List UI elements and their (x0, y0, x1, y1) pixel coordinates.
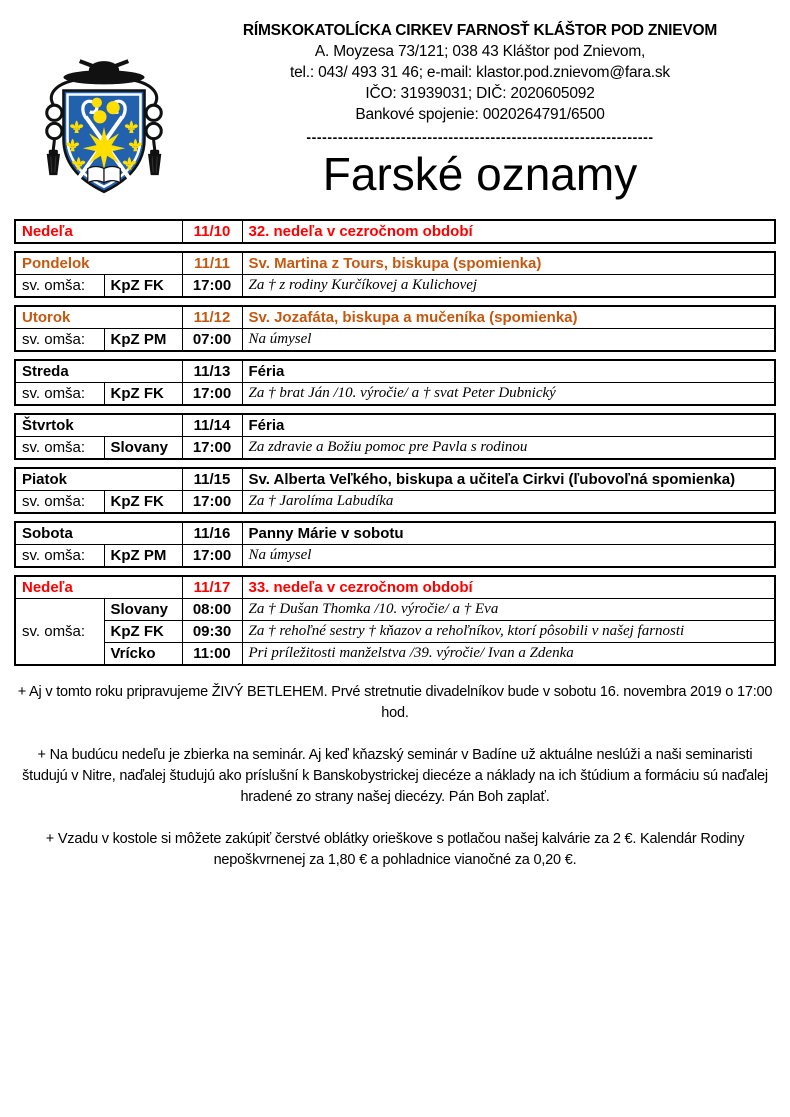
parish-coat-of-arms-icon (33, 54, 175, 206)
mass-label: sv. omša: (15, 275, 104, 298)
schedule (14, 219, 776, 666)
mass-row (15, 599, 775, 621)
mass-label: sv. omša: (15, 383, 104, 406)
mass-time: 17:00 (182, 275, 242, 298)
mass-row (15, 329, 775, 352)
mass-place: KpZ FK (104, 491, 182, 514)
day-name: Nedeľa (15, 220, 182, 243)
day-name: Utorok (15, 306, 182, 329)
day-header-row (15, 522, 775, 545)
day-header-row (15, 468, 775, 491)
day-date: 11/11 (182, 252, 242, 275)
mass-time: 07:00 (182, 329, 242, 352)
mass-place: KpZ FK (104, 621, 182, 643)
day-liturgical-title: Sv. Jozafáta, biskupa a mučeníka (spomienka) (242, 306, 775, 329)
day-liturgical-title: 33. nedeľa v cezročnom období (242, 576, 775, 599)
mass-intention: Za zdravie a Božiu pomoc pre Pavla s rodinou (242, 437, 775, 460)
mass-row (15, 643, 775, 666)
mass-place: Slovany (104, 437, 182, 460)
schedule-block (14, 521, 776, 568)
day-name: Pondelok (15, 252, 182, 275)
mass-intention: Na úmysel (242, 545, 775, 568)
organization-name: RÍMSKOKATOLÍCKA CIRKEV FARNOSŤ KLÁŠTOR POD ZNIEVOM (242, 22, 718, 39)
day-liturgical-title: Sv. Alberta Veľkého, biskupa a učiteľa Cirkvi (ľubovoľná spomienka) (242, 468, 775, 491)
mass-intention: Za † rehoľné sestry † kňazov a rehoľníkov, ktorí pôsobili v našej farnosti (242, 621, 775, 643)
day-date: 11/13 (182, 360, 242, 383)
mass-row (15, 275, 775, 298)
mass-intention: Pri príležitosti manželstva /39. výročie/ Ivan a Zdenka (242, 643, 775, 666)
mass-row (15, 545, 775, 568)
day-name: Štvrtok (15, 414, 182, 437)
mass-time: 17:00 (182, 545, 242, 568)
day-date: 11/14 (182, 414, 242, 437)
day-date: 11/17 (182, 576, 242, 599)
day-header-row (15, 576, 775, 599)
day-liturgical-title: 32. nedeľa v cezročnom období (242, 220, 775, 243)
day-liturgical-title: Féria (242, 414, 775, 437)
day-liturgical-title: Féria (242, 360, 775, 383)
schedule-block (14, 251, 776, 298)
mass-intention: Za † Jarolíma Labudíka (242, 491, 775, 514)
day-name: Sobota (15, 522, 182, 545)
schedule-block (14, 359, 776, 406)
day-liturgical-title: Sv. Martina z Tours, biskupa (spomienka) (242, 252, 775, 275)
mass-label: sv. omša: (15, 437, 104, 460)
registration-line: IČO: 31939031; DIČ: 2020605092 (365, 85, 595, 102)
page-title: Farské oznamy (322, 148, 638, 200)
mass-intention: Za † Dušan Thomka /10. výročie/ a † Eva (242, 599, 775, 621)
mass-time: 17:00 (182, 491, 242, 514)
address-line: A. Moyzesa 73/121; 038 43 Kláštor pod Znievom, (314, 43, 646, 60)
mass-row (15, 621, 775, 643)
mass-time: 17:00 (182, 437, 242, 460)
day-name: Nedeľa (15, 576, 182, 599)
announcement-item: + Vzadu v kostole si môžete zakúpiť čerstvé oblátky orieškove s potlačou našej kalvárie za 2 €. Kalendár Rodiny nepoškvrnenej za 1,80 € a pohladnice vianočné za 0,20 €. (45, 831, 745, 868)
day-header-row (15, 414, 775, 437)
mass-time: 09:30 (182, 621, 242, 643)
letterhead (168, 0, 790, 201)
mass-label: sv. omša: (15, 599, 104, 666)
mass-time: 11:00 (182, 643, 242, 666)
mass-label: sv. omša: (15, 329, 104, 352)
mass-place: KpZ FK (104, 275, 182, 298)
mass-row (15, 437, 775, 460)
mass-intention: Na úmysel (242, 329, 775, 352)
mass-row (15, 383, 775, 406)
mass-place: Slovany (104, 599, 182, 621)
day-date: 11/10 (182, 220, 242, 243)
mass-row (15, 491, 775, 514)
day-liturgical-title: Panny Márie v sobotu (242, 522, 775, 545)
mass-place: KpZ PM (104, 545, 182, 568)
schedule-block (14, 413, 776, 460)
schedule-block (14, 467, 776, 514)
day-header-row (15, 252, 775, 275)
schedule-block (14, 219, 776, 244)
announcement-item: + Na budúcu nedeľu je zbierka na seminár. Aj keď kňazský seminár v Badíne už aktuálne neslúži a naši seminaristi študujú v Nitre, naďalej študujú ako príslušní k Banskobystrickej diecéze a náklady na ich štúdium a formáciu sú naďalej hradené zo strany našej diecézy. Pán Boh zaplať. (22, 747, 768, 805)
day-date: 11/12 (182, 306, 242, 329)
day-name: Piatok (15, 468, 182, 491)
contact-line: tel.: 043/ 493 31 46; e-mail: klastor.pod.znievom@fara.sk (290, 64, 670, 81)
mass-time: 08:00 (182, 599, 242, 621)
day-header-row (15, 360, 775, 383)
bank-line: Bankové spojenie: 0020264791/6500 (355, 106, 605, 123)
announcement-item: + Aj v tomto roku pripravujeme ŽIVÝ BETLEHEM. Prvé stretnutie divadelníkov bude v sobotu 16. novembra 2019 o 17:00 hod. (17, 684, 773, 721)
mass-label: sv. omša: (15, 545, 104, 568)
mass-intention: Za † z rodiny Kurčíkovej a Kulichovej (242, 275, 775, 298)
day-date: 11/16 (182, 522, 242, 545)
schedule-block (14, 575, 776, 666)
day-header-row (15, 306, 775, 329)
mass-label: sv. omša: (15, 491, 104, 514)
mass-intention: Za † brat Ján /10. výročie/ a † svat Peter Dubnický (242, 383, 775, 406)
day-name: Streda (15, 360, 182, 383)
mass-place: KpZ FK (104, 383, 182, 406)
mass-time: 17:00 (182, 383, 242, 406)
dashed-separator: ------------------------------------------------------------------ (306, 130, 654, 145)
mass-place: KpZ PM (104, 329, 182, 352)
mass-place: Vrícko (104, 643, 182, 666)
announcements (14, 682, 776, 871)
day-date: 11/15 (182, 468, 242, 491)
schedule-block (14, 305, 776, 352)
day-header-row (15, 220, 775, 243)
